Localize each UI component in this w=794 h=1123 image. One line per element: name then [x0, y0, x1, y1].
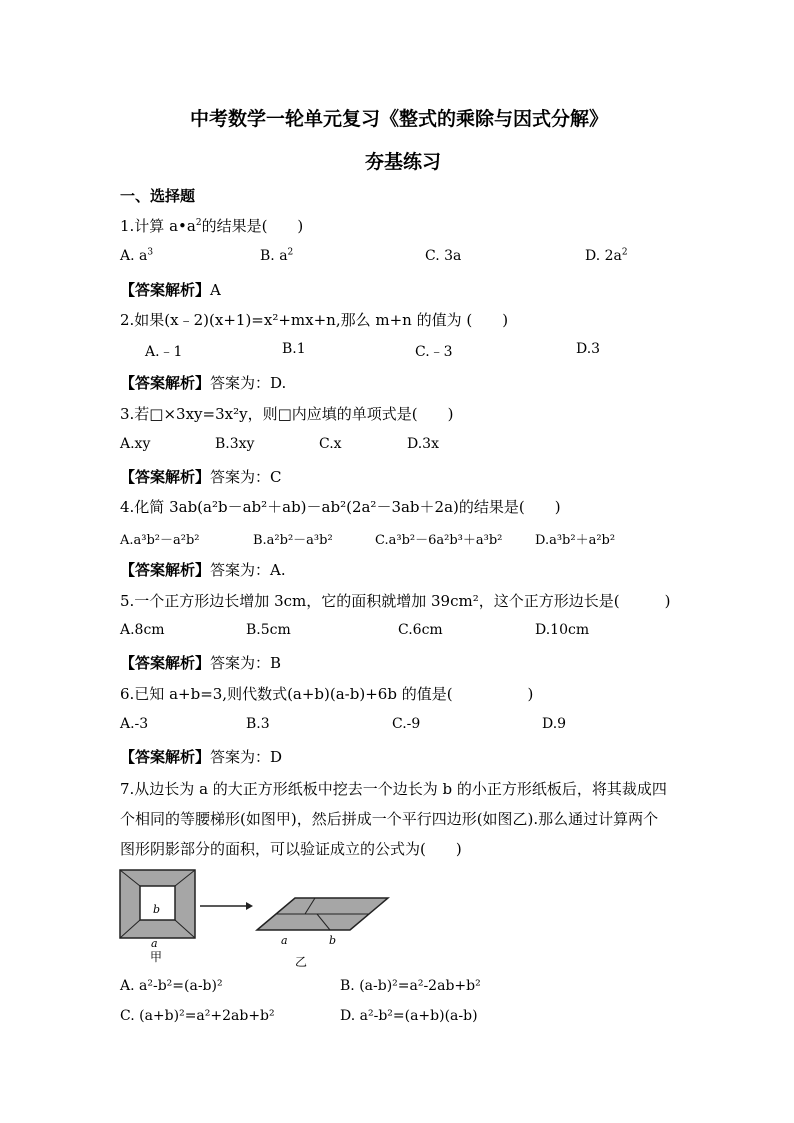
page-title: 中考数学一轮单元复习《整式的乘除与因式分解》 — [190, 108, 609, 130]
q3-answer: 【答案解析】答案为：C — [120, 468, 282, 486]
q3-option-d: D.3x — [407, 436, 439, 452]
q7-option-c: C. (a+b)²=a²+2ab+b² — [120, 1008, 275, 1024]
q5-option-c: C.6cm — [398, 622, 443, 638]
q4-option-a: A.a³b²－a²b² — [120, 533, 200, 548]
q5-option-b: B.5cm — [246, 622, 291, 638]
label-a2: a — [281, 934, 288, 947]
q5-option-d: D.10cm — [535, 622, 590, 638]
q4-option-d: D.a³b²＋a²b² — [535, 533, 616, 548]
question-6-stem: 6.已知 a+b=3,则代数式(a+b)(a-b)+6b 的值是( ) — [120, 685, 534, 703]
question-7-line2: 个相同的等腰梯形(如图甲)，然后拼成一个平行四边形(如图乙).那么通过计算两个 — [120, 810, 659, 828]
q3-option-c: C.x — [319, 436, 342, 452]
q3-option-a: A.xy — [120, 436, 151, 452]
label-jia: 甲 — [150, 950, 163, 964]
q3-option-b: B.3xy — [215, 436, 255, 452]
q6-option-d: D.9 — [542, 716, 567, 732]
q2-option-d: D.3 — [576, 341, 601, 357]
q2-option-a: A.﹣1 — [145, 344, 183, 360]
q4-option-c: C.a³b²－6a²b³＋a³b² — [375, 533, 503, 548]
q1-option-d: D. $2a^2$ — [585, 247, 628, 264]
section-heading: 一、选择题 — [120, 187, 196, 205]
question-2-stem: 2.如果(x﹣2)(x+1)=x²+mx+n,那么 m+n 的值为 ( ) — [120, 311, 509, 329]
label-b: b — [153, 903, 161, 916]
q1-option-c: C. 3a — [425, 248, 462, 264]
question-4-stem: 4.化简 3ab(a²b－ab²＋ab)－ab²(2a²－3ab＋2a)的结果是( ) — [120, 498, 561, 516]
question-7-line3: 图形阴影部分的面积，可以验证成立的公式为( ) — [120, 840, 462, 858]
q6-option-a: A.-3 — [120, 716, 149, 732]
figure-jia — [118, 868, 198, 968]
question-7-line1: 7.从边长为 a 的大正方形纸板中挖去一个边长为 b 的小正方形纸板后，将其裁成四 — [120, 780, 667, 798]
q7-option-b: B. (a-b)²=a²-2ab+b² — [340, 978, 481, 994]
page-subtitle: 夯基练习 — [365, 151, 442, 173]
q2-option-b: B.1 — [282, 341, 306, 357]
figure-yi — [255, 868, 390, 973]
question-1-stem: 1.计算 $a•a^2$的结果是( ) — [120, 217, 304, 235]
q1-answer: 【答案解析】A — [120, 281, 221, 299]
q6-option-c: C.-9 — [392, 716, 421, 732]
question-5-stem: 5.一个正方形边长增加 3cm，它的面积就增加 39cm²，这个正方形边长是( ) — [120, 592, 671, 610]
q5-option-a: A.8cm — [120, 622, 165, 638]
arrow-icon — [198, 898, 254, 914]
q2-answer: 【答案解析】答案为：D. — [120, 374, 287, 392]
q1-option-b: B. $a^2$ — [260, 247, 294, 264]
label-b2: b — [329, 934, 337, 947]
q6-option-b: B.3 — [246, 716, 270, 732]
q4-answer: 【答案解析】答案为：A. — [120, 561, 286, 579]
label-yi: 乙 — [295, 955, 308, 969]
q1-option-a: A. $a^3$ — [120, 247, 154, 264]
q2-option-c: C.﹣3 — [415, 344, 453, 360]
q4-option-b: B.a²b²－a³b² — [253, 533, 333, 548]
q6-answer: 【答案解析】答案为：D — [120, 748, 283, 766]
q7-option-a: A. a²-b²=(a-b)² — [120, 978, 223, 994]
question-3-stem: 3.若□×3xy=3x²y，则□内应填的单项式是( ) — [120, 405, 454, 423]
q5-answer: 【答案解析】答案为：B — [120, 654, 282, 672]
q7-option-d: D. a²-b²=(a+b)(a-b) — [340, 1008, 478, 1024]
label-a: a — [151, 937, 158, 950]
